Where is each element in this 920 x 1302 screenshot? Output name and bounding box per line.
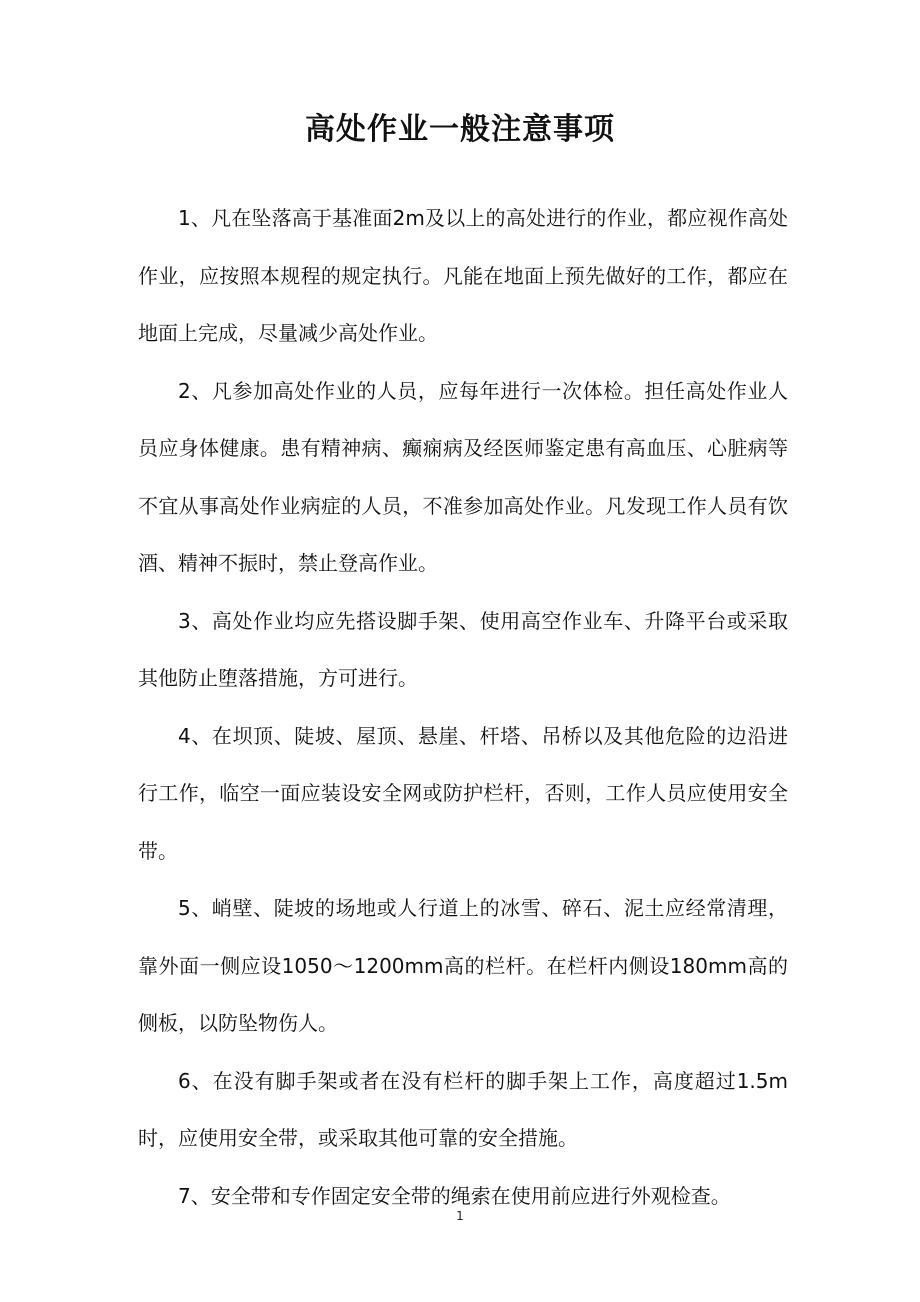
page-title: 高处作业一般注意事项 <box>305 112 615 147</box>
paragraph-6: 6、在没有脚手架或者在没有栏杆的脚手架上工作，高度超过1.5m时，应使用安全带，或采取其他可靠的安全措施。 <box>138 1068 788 1150</box>
page-number: 1 <box>456 1209 464 1223</box>
paragraph-1: 1、凡在坠落高于基准面2m及以上的高处进行的作业，都应视作高处作业，应按照本规程的规定执行。凡能在地面上预先做好的工作，都应在地面上完成，尽量减少高处作业。 <box>138 206 788 345</box>
document-body <box>138 190 788 1225</box>
paragraph-4: 4、在坝顶、陡坡、屋顶、悬崖、杆塔、吊桥以及其他危险的边沿进行工作，临空一面应装设安全网或防护栏杆，否则，工作人员应使用安全带。 <box>138 723 788 863</box>
paragraph-3: 3、高处作业均应先搭设脚手架、使用高空作业车、升降平台或采取其他防止堕落措施，方可进行。 <box>138 608 788 690</box>
paragraph-7: 7、安全带和专作固定安全带的绳索在使用前应进行外观检查。 <box>178 1183 731 1208</box>
paragraph-2: 2、凡参加高处作业的人员，应每年进行一次体检。担任高处作业人员应身体健康。患有精神病、癫痫病及经医师鉴定患有高血压、心脏病等不宜从事高处作业病症的人员，不准参加高处作业。凡发现工作人员有饮酒、精神不振时，禁止登高作业。 <box>138 378 788 575</box>
paragraph-5: 5、峭壁、陡坡的场地或人行道上的冰雪、碎石、泥土应经常清理，靠外面一侧应设1050～1200mm高的栏杆。在栏杆内侧设180mm高的侧板，以防坠物伤人。 <box>138 896 788 1035</box>
